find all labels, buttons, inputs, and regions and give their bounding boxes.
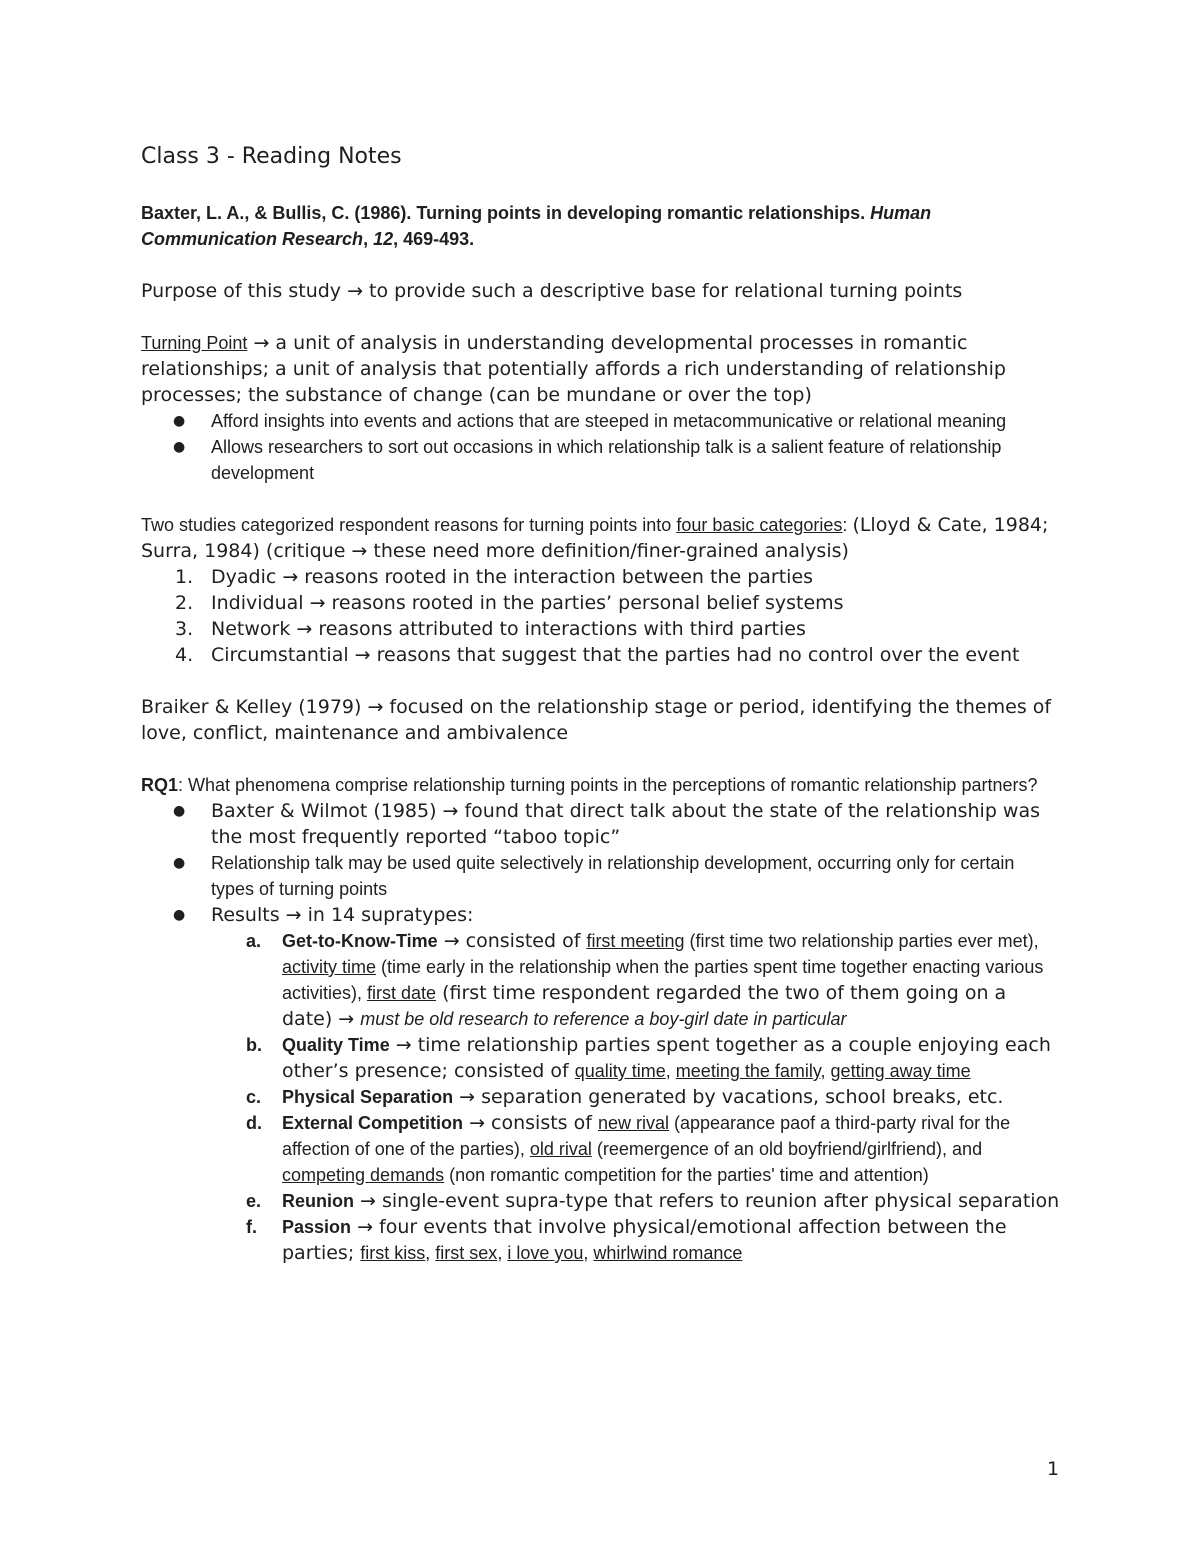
list-letter: f. bbox=[246, 1217, 257, 1237]
bullet-text: Afford insights into events and actions that are steeped in metacommunicative or relational meaning bbox=[211, 411, 1007, 431]
list-text: Individual → reasons rooted in the parties’ personal belief systems bbox=[211, 592, 844, 614]
page-number: 1 bbox=[1047, 1458, 1060, 1480]
underlined-term: first sex bbox=[435, 1243, 498, 1263]
turning-point-paragraph bbox=[141, 330, 1061, 408]
list-text: Circumstantial → reasons that suggest that the parties had no control over the event bbox=[211, 644, 1020, 666]
rq1-question: : What phenomena comprise relationship turning points in the perceptions of romantic relationship partners? bbox=[178, 775, 1038, 795]
list-text: Network → reasons attributed to interactions with third parties bbox=[211, 618, 806, 640]
citation-volume: 12 bbox=[373, 229, 394, 249]
list-number: 4. bbox=[175, 644, 194, 666]
supratype-text: → four events that involve physical/emotional affection between the parties; bbox=[282, 1216, 1007, 1264]
purpose-paragraph: Purpose of this study → to provide such a descriptive base for relational turning points bbox=[141, 280, 963, 302]
citation bbox=[141, 200, 1061, 252]
list-letter: e. bbox=[246, 1191, 262, 1211]
underlined-term: first kiss bbox=[360, 1243, 426, 1263]
supratype-text: → consisted of bbox=[437, 930, 587, 952]
list-item bbox=[141, 590, 1061, 616]
supratype-text: (reemergence of an old boyfriend/girlfriend), and bbox=[591, 1139, 983, 1159]
separator: , bbox=[583, 1243, 594, 1263]
bullet-icon: ● bbox=[173, 907, 186, 923]
list-item bbox=[141, 902, 1061, 928]
list-item bbox=[141, 642, 1061, 668]
list-letter: c. bbox=[246, 1087, 262, 1107]
citation-separator: , bbox=[363, 229, 374, 249]
supratype-text: → consists of bbox=[463, 1112, 598, 1134]
supratype-passion bbox=[141, 1214, 1061, 1266]
categories-intro: Two studies categorized respondent reasons for turning points into bbox=[141, 515, 677, 535]
rq1-paragraph bbox=[141, 772, 1061, 798]
categories-citations: (Lloyd & Cate, 1984; Surra, 1984) (critique → these need more definition/finer-grained analysis) bbox=[141, 514, 1049, 562]
rq1-bullets bbox=[141, 798, 1061, 928]
bullet-icon: ● bbox=[173, 439, 186, 455]
bullet-text: Allows researchers to sort out occasions in which relationship talk is a salient feature of relationship development bbox=[211, 437, 1002, 483]
supratype-text: (appearance paof a third-party rival for the affection of one of the parties), bbox=[282, 1113, 1011, 1159]
supratype-name: Get-to-Know-Time bbox=[282, 931, 438, 951]
page-title: Class 3 - Reading Notes bbox=[141, 144, 402, 169]
supratype-name: Physical Separation bbox=[282, 1087, 454, 1107]
underlined-term: getting away time bbox=[830, 1061, 971, 1081]
underlined-term: new rival bbox=[597, 1113, 669, 1133]
list-item bbox=[141, 564, 1061, 590]
supratype-text: (first time two relationship parties ever met), bbox=[684, 931, 1039, 951]
turning-point-term: Turning Point bbox=[141, 333, 248, 353]
categories-list bbox=[141, 564, 1061, 668]
underlined-term: activity time bbox=[282, 957, 377, 977]
underlined-term: meeting the family bbox=[675, 1061, 821, 1081]
list-item bbox=[141, 616, 1061, 642]
supratype-external-competition bbox=[141, 1110, 1061, 1188]
list-letter: d. bbox=[246, 1113, 262, 1133]
bullet-text: Baxter & Wilmot (1985) → found that direct talk about the state of the relationship was the most frequently reported “taboo topic” bbox=[211, 800, 1041, 848]
underlined-term: whirlwind romance bbox=[593, 1243, 743, 1263]
separator: , bbox=[497, 1243, 508, 1263]
list-number: 3. bbox=[175, 618, 194, 640]
citation-main: Baxter, L. A., & Bullis, C. (1986). Turning points in developing romantic relationships. bbox=[141, 203, 871, 223]
list-item bbox=[141, 850, 1061, 902]
supratype-text: → single-event supra-type that refers to reunion after physical separation bbox=[354, 1190, 1060, 1212]
braiker-paragraph: Braiker & Kelley (1979) → focused on the relationship stage or period, identifying the themes of love, conflict, maintenance and ambivalence bbox=[141, 696, 1052, 744]
supratype-name: Passion bbox=[282, 1217, 352, 1237]
list-number: 2. bbox=[175, 592, 194, 614]
supratype-physical-separation bbox=[141, 1084, 1061, 1110]
categories-paragraph bbox=[141, 512, 1061, 564]
supratype-name: Reunion bbox=[282, 1191, 354, 1211]
supratype-text: (time early in the relationship when the parties spent time together enacting various activities), bbox=[282, 957, 1044, 1003]
bullet-icon: ● bbox=[173, 855, 186, 871]
separator: , bbox=[425, 1243, 436, 1263]
citation-pages: , 469-493. bbox=[393, 229, 475, 249]
underlined-term: first meeting bbox=[586, 931, 685, 951]
supratype-text: (non romantic competition for the parties' time and attention) bbox=[444, 1165, 929, 1185]
bullet-text: Relationship talk may be used quite selectively in relationship development, occurring only for certain types of turning points bbox=[211, 853, 1015, 899]
supratype-text: (first time respondent regarded the two of them going on a date) → bbox=[282, 982, 1007, 1030]
supratype-text: → separation generated by vacations, school breaks, etc. bbox=[453, 1086, 1004, 1108]
categories-colon: : bbox=[842, 515, 853, 535]
list-letter: a. bbox=[246, 931, 262, 951]
underlined-term: first date bbox=[367, 983, 437, 1003]
four-basic-categories: four basic categories bbox=[676, 515, 843, 535]
list-letter: b. bbox=[246, 1035, 262, 1055]
supratype-reunion bbox=[141, 1188, 1061, 1214]
supratype-quality-time bbox=[141, 1032, 1061, 1084]
supratypes-list bbox=[141, 928, 1061, 1266]
list-item bbox=[141, 408, 1061, 434]
rq1-label: RQ1 bbox=[141, 775, 179, 795]
underlined-term: competing demands bbox=[282, 1165, 445, 1185]
italic-note: must be old research to reference a boy-girl date in particular bbox=[360, 1009, 847, 1029]
separator: , bbox=[820, 1061, 831, 1081]
list-item bbox=[141, 798, 1061, 850]
document-page bbox=[141, 130, 1061, 1266]
separator: , bbox=[665, 1061, 676, 1081]
bullet-text: Results → in 14 supratypes: bbox=[211, 904, 474, 926]
supratype-name: Quality Time bbox=[282, 1035, 390, 1055]
underlined-term: i love you bbox=[507, 1243, 584, 1263]
bullet-icon: ● bbox=[173, 803, 186, 819]
turning-point-definition: → a unit of analysis in understanding developmental processes in romantic relationships; a unit of analysis that potentially affords a rich understanding of relationship processes; the substance of change (can be mundane or over the top) bbox=[141, 332, 1006, 406]
supratype-text: → time relationship parties spent together as a couple enjoying each other’s presence; consisted of bbox=[282, 1034, 1051, 1082]
supratype-name: External Competition bbox=[282, 1113, 464, 1133]
citation-journal: Human Communication Research bbox=[141, 203, 932, 249]
bullet-icon: ● bbox=[173, 413, 186, 429]
underlined-term: old rival bbox=[529, 1139, 592, 1159]
list-number: 1. bbox=[175, 566, 194, 588]
turning-point-bullets bbox=[141, 408, 1061, 486]
list-text: Dyadic → reasons rooted in the interaction between the parties bbox=[211, 566, 814, 588]
list-item bbox=[141, 434, 1061, 486]
underlined-term: quality time bbox=[574, 1061, 666, 1081]
supratype-get-to-know-time bbox=[141, 928, 1061, 1032]
